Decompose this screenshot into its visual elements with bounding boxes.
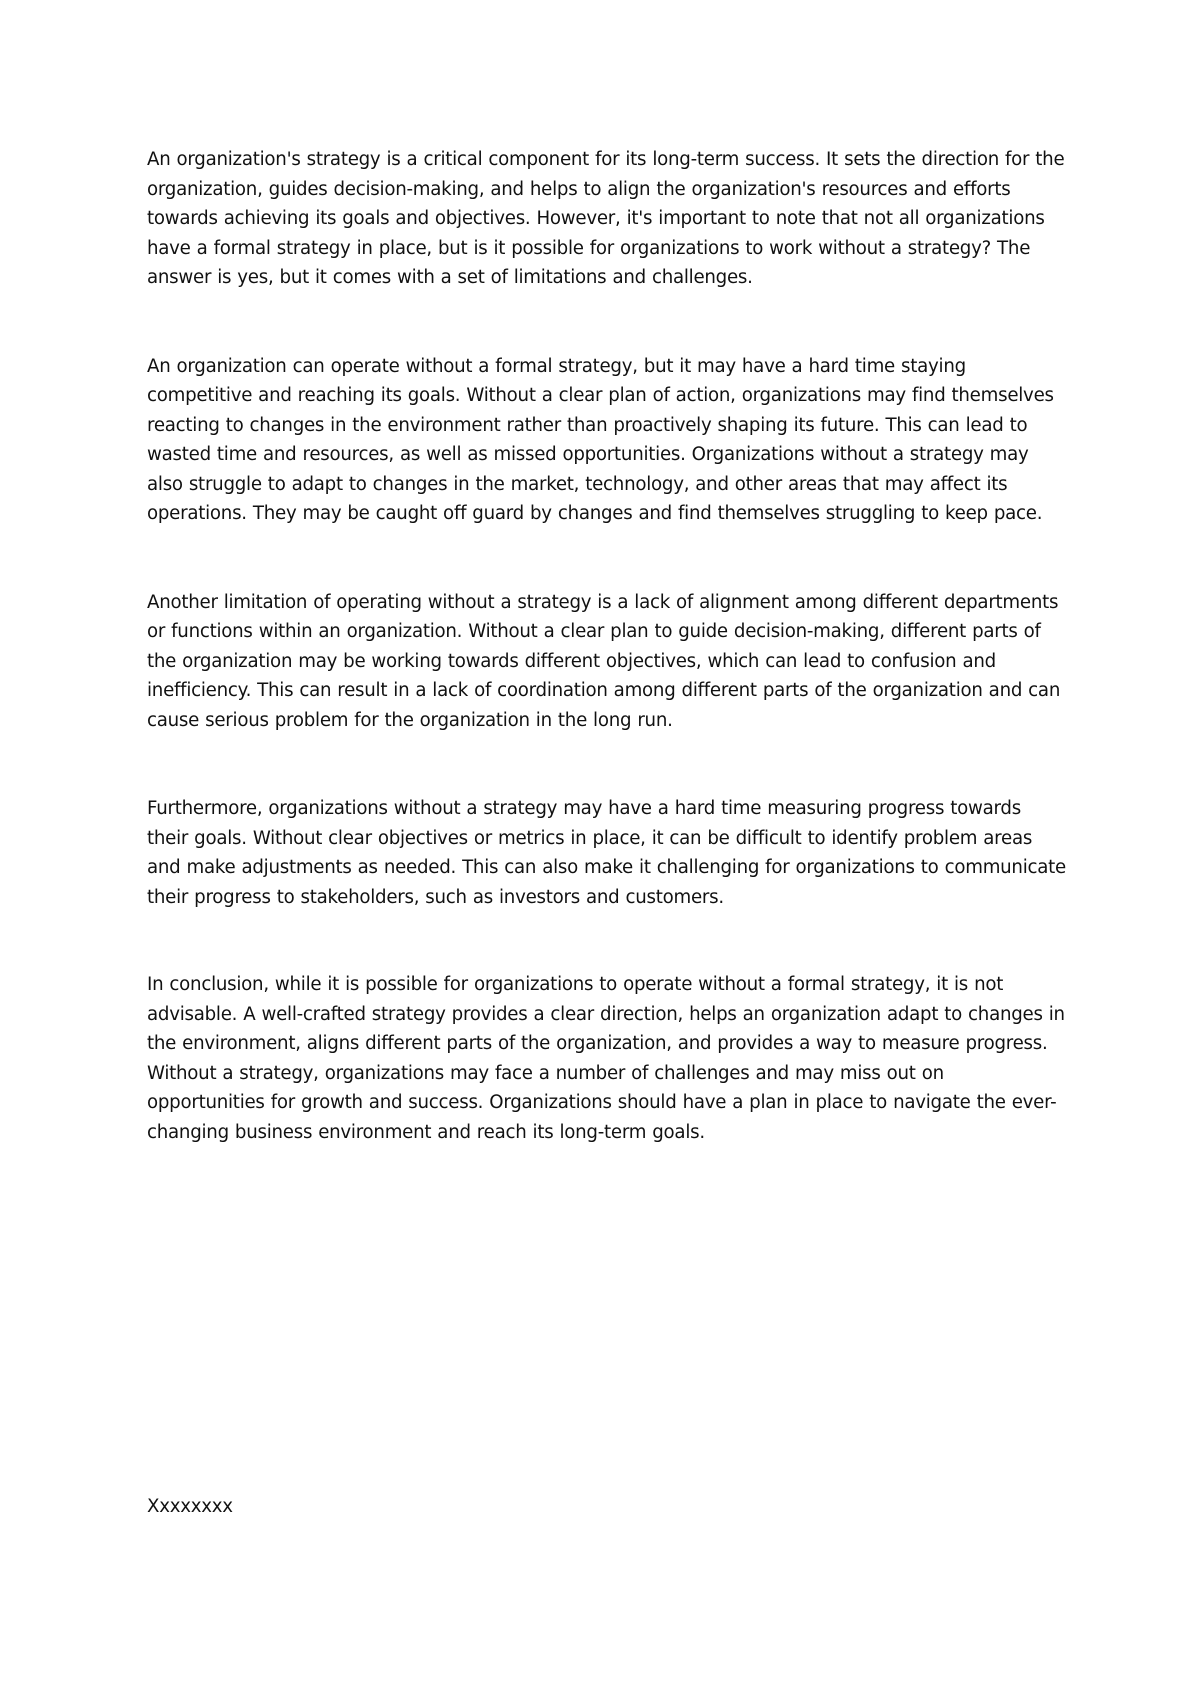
paragraph-conclusion: In conclusion, while it is possible for organizations to operate without a formal strategy, it is not advisable. A well-crafted strategy provides a clear direction, helps an organization adapt to changes in the environment, aligns different parts of the organization, and provides a way to measure progress. Without a strategy, organizations may face a number of challenges and may miss out on opportunities for growth and success. Organizations should have a plan in place to navigate the ever-changing business environment and reach its long-term goals. — [147, 974, 1065, 1143]
paragraph-measuring-progress: Furthermore, organizations without a strategy may have a hard time measuring progress towards their goals. Without clear objectives or metrics in place, it can be difficult to identify problem areas and make adjustments as needed. This can also make it challenging for organizations to communicate their progress to stakeholders, such as investors and customers. — [147, 798, 1066, 908]
paragraph-intro: An organization's strategy is a critical component for its long-term success. It sets the direction for the organization, guides decision-making, and helps to align the organization's resources and efforts towards achieving its goals and objectives. However, it's important to note that not all organizations have a formal strategy in place, but is it possible for organizations to work without a strategy? The answer is yes, but it comes with a set of limitations and challenges. — [147, 149, 1065, 288]
paragraph-lack-of-alignment: Another limitation of operating without a strategy is a lack of alignment among different departments or functions within an organization. Without a clear plan to guide decision-making, different parts of the organization may be working towards different objectives, which can lead to confusion and inefficiency. This can result in a lack of coordination among different parts of the organization and can cause serious problem for the organization in the long run. — [147, 591, 1061, 731]
document-body — [147, 145, 1067, 1147]
paragraph-operating-without-strategy: An organization can operate without a formal strategy, but it may have a hard time staying competitive and reaching its goals. Without a clear plan of action, organizations may find themselves reacting to changes in the environment rather than proactively shaping its future. This can lead to wasted time and resources, as well as missed opportunities. Organizations without a strategy may also struggle to adapt to changes in the market, technology, and other areas that may affect its operations. They may be caught off guard by changes and find themselves struggling to keep pace. — [147, 355, 1054, 524]
signature-text: Xxxxxxxx — [147, 1496, 233, 1517]
